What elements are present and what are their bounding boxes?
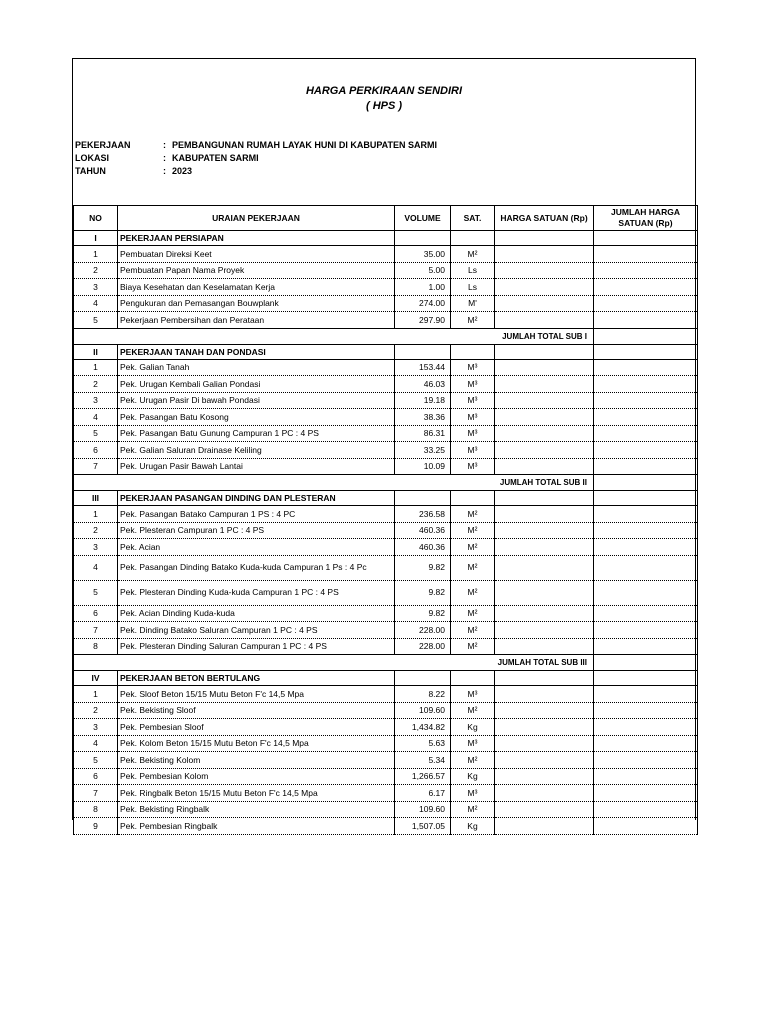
item-number: 4 [74,735,118,752]
item-harga-satuan [495,539,594,556]
table-row [74,605,698,622]
subtotal-row [74,328,698,344]
item-unit: M² [451,622,495,639]
item-unit: M² [451,555,495,580]
table-row [74,295,698,312]
item-harga-satuan [495,425,594,442]
item-description: Pek. Plesteran Dinding Kuda-kuda Campuran 1 PC : 4 PS [118,580,395,605]
empty-cell [594,231,698,246]
item-volume: 9.82 [395,605,451,622]
empty-cell [495,344,594,359]
item-unit: M³ [451,376,495,393]
item-description: Pek. Acian [118,539,395,556]
item-jumlah-harga [594,622,698,639]
item-jumlah-harga [594,785,698,802]
item-jumlah-harga [594,458,698,475]
item-description: Pek. Plesteran Dinding Saluran Campuran 1 PC : 4 PS [118,638,395,655]
item-harga-satuan [495,376,594,393]
item-volume: 19.18 [395,392,451,409]
item-volume: 460.36 [395,522,451,539]
item-unit: M² [451,605,495,622]
col-jumlah: JUMLAH HARGA SATUAN (Rp) [594,206,698,231]
item-unit: M² [451,246,495,263]
item-volume: 86.31 [395,425,451,442]
item-harga-satuan [495,506,594,523]
empty-cell [395,671,451,686]
item-description: Pek. Pasangan Batako Campuran 1 PS : 4 PC [118,506,395,523]
item-volume: 274.00 [395,295,451,312]
empty-cell [395,491,451,506]
item-number: 5 [74,312,118,329]
item-harga-satuan [495,801,594,818]
section-row [74,344,698,359]
empty-cell [395,231,451,246]
item-jumlah-harga [594,262,698,279]
item-unit: M³ [451,409,495,426]
meta-value: KABUPATEN SARMI [172,153,259,163]
meta-row-pekerjaan: PEKERJAAN : PEMBANGUNAN RUMAH LAYAK HUNI DI KABUPATEN SARMI [75,140,438,150]
table-header [74,206,698,231]
item-jumlah-harga [594,818,698,835]
item-description: Pek. Pembesian Ringbalk [118,818,395,835]
item-description: Pek. Galian Tanah [118,359,395,376]
table-body [74,231,698,835]
section-number: III [74,491,118,506]
item-description: Pembuatan Papan Nama Proyek [118,262,395,279]
table-row [74,246,698,263]
item-number: 1 [74,506,118,523]
item-volume: 5.34 [395,752,451,769]
item-number: 2 [74,702,118,719]
item-unit: Kg [451,818,495,835]
item-harga-satuan [495,702,594,719]
item-unit: Kg [451,719,495,736]
item-volume: 1,266.57 [395,768,451,785]
meta-value: 2023 [172,166,193,176]
document-subtitle: ( HPS ) [365,100,403,112]
item-harga-satuan [495,262,594,279]
item-number: 1 [74,686,118,703]
empty-cell [594,491,698,506]
meta-row-tahun: TAHUN : 2023 [75,166,193,176]
table-row [74,638,698,655]
section-row [74,491,698,506]
table-row [74,752,698,769]
item-harga-satuan [495,785,594,802]
item-volume: 228.00 [395,638,451,655]
item-description: Pek. Ringbalk Beton 15/15 Mutu Beton F'c 14,5 Mpa [118,785,395,802]
item-harga-satuan [495,638,594,655]
empty-cell [451,671,495,686]
meta-value: PEMBANGUNAN RUMAH LAYAK HUNI DI KABUPATEN SARMI [172,140,438,150]
item-volume: 5.00 [395,262,451,279]
subtotal-row [74,655,698,671]
subtotal-value [594,328,698,344]
table-row [74,392,698,409]
item-jumlah-harga [594,555,698,580]
item-jumlah-harga [594,425,698,442]
table-row [74,785,698,802]
item-volume: 153.44 [395,359,451,376]
item-description: Pekerjaan Pembersihan dan Perataan [118,312,395,329]
item-jumlah-harga [594,580,698,605]
meta-key: TAHUN [75,166,106,176]
section-number: I [74,231,118,246]
item-description: Pek. Urugan Kembali Galian Pondasi [118,376,395,393]
item-number: 2 [74,522,118,539]
item-harga-satuan [495,605,594,622]
section-title: PEKERJAAN TANAH DAN PONDASI [118,344,395,359]
empty-cell [495,231,594,246]
item-description: Pengukuran dan Pemasangan Bouwplank [118,295,395,312]
empty-cell [395,344,451,359]
item-jumlah-harga [594,768,698,785]
table-row [74,522,698,539]
item-unit: M² [451,801,495,818]
item-harga-satuan [495,409,594,426]
item-harga-satuan [495,818,594,835]
table-row [74,818,698,835]
item-harga-satuan [495,458,594,475]
col-volume: VOLUME [395,206,451,231]
item-number: 7 [74,622,118,639]
item-description: Pek. Urugan Pasir Bawah Lantai [118,458,395,475]
item-description: Pek. Galian Saluran Drainase Keliling [118,442,395,459]
item-jumlah-harga [594,376,698,393]
item-number: 6 [74,768,118,785]
item-unit: M² [451,638,495,655]
item-number: 7 [74,458,118,475]
item-description: Pembuatan Direksi Keet [118,246,395,263]
empty-cell [451,231,495,246]
item-unit: M³ [451,735,495,752]
meta-key: LOKASI [75,153,110,163]
item-harga-satuan [495,752,594,769]
item-volume: 236.58 [395,506,451,523]
item-number: 2 [74,376,118,393]
item-number: 1 [74,359,118,376]
item-harga-satuan [495,295,594,312]
item-harga-satuan [495,312,594,329]
item-unit: Ls [451,262,495,279]
table-row [74,686,698,703]
item-volume: 1,507.05 [395,818,451,835]
hps-table [73,205,698,835]
item-number: 8 [74,801,118,818]
item-number: 6 [74,442,118,459]
item-jumlah-harga [594,801,698,818]
item-unit: M³ [451,785,495,802]
subtotal-label: JUMLAH TOTAL SUB I [74,328,594,344]
table-row [74,580,698,605]
table-row [74,506,698,523]
item-jumlah-harga [594,605,698,622]
section-title: PEKERJAAN PERSIAPAN [118,231,395,246]
meta-row-lokasi: LOKASI : KABUPATEN SARMI [75,153,259,163]
subtotal-value [594,655,698,671]
item-number: 5 [74,752,118,769]
item-jumlah-harga [594,539,698,556]
item-description: Pek. Pasangan Batu Gunung Campuran 1 PC : 4 PS [118,425,395,442]
item-number: 5 [74,580,118,605]
item-jumlah-harga [594,719,698,736]
table-row [74,555,698,580]
item-volume: 1,434.82 [395,719,451,736]
item-description: Pek. Pasangan Dinding Batako Kuda-kuda Campuran 1 Ps : 4 Pc [118,555,395,580]
empty-cell [495,491,594,506]
item-description: Pek. Bekisting Ringbalk [118,801,395,818]
empty-cell [451,491,495,506]
item-jumlah-harga [594,409,698,426]
item-volume: 297.90 [395,312,451,329]
item-unit: Kg [451,768,495,785]
item-jumlah-harga [594,442,698,459]
col-sat: SAT. [451,206,495,231]
item-volume: 10.09 [395,458,451,475]
item-harga-satuan [495,735,594,752]
item-volume: 46.03 [395,376,451,393]
item-volume: 35.00 [395,246,451,263]
item-jumlah-harga [594,686,698,703]
table-row [74,376,698,393]
item-jumlah-harga [594,392,698,409]
item-volume: 8.22 [395,686,451,703]
item-number: 3 [74,719,118,736]
item-unit: M² [451,539,495,556]
table-row [74,425,698,442]
item-number: 4 [74,409,118,426]
item-number: 3 [74,279,118,296]
item-volume: 1.00 [395,279,451,296]
item-unit: M³ [451,442,495,459]
section-number: IV [74,671,118,686]
item-number: 7 [74,785,118,802]
item-unit: M' [451,295,495,312]
item-unit: M² [451,522,495,539]
item-volume: 38.36 [395,409,451,426]
item-volume: 9.82 [395,580,451,605]
table-row [74,442,698,459]
item-unit: M³ [451,425,495,442]
item-volume: 33.25 [395,442,451,459]
item-jumlah-harga [594,752,698,769]
item-number: 4 [74,295,118,312]
table-row [74,539,698,556]
item-unit: M² [451,752,495,769]
subtotal-row [74,475,698,491]
item-jumlah-harga [594,246,698,263]
item-harga-satuan [495,522,594,539]
item-unit: M² [451,506,495,523]
item-jumlah-harga [594,735,698,752]
item-volume: 9.82 [395,555,451,580]
item-jumlah-harga [594,279,698,296]
meta-key: PEKERJAAN [75,140,131,150]
subtotal-label: JUMLAH TOTAL SUB III [74,655,594,671]
section-title: PEKERJAAN PASANGAN DINDING DAN PLESTERAN [118,491,395,506]
item-description: Pek. Pembesian Kolom [118,768,395,785]
item-volume: 109.60 [395,801,451,818]
empty-cell [495,671,594,686]
item-description: Pek. Urugan Pasir Di bawah Pondasi [118,392,395,409]
item-harga-satuan [495,580,594,605]
item-harga-satuan [495,246,594,263]
section-row [74,231,698,246]
table-row [74,359,698,376]
item-description: Pek. Bekisting Sloof [118,702,395,719]
item-volume: 6.17 [395,785,451,802]
item-harga-satuan [495,555,594,580]
table-row [74,279,698,296]
item-harga-satuan [495,442,594,459]
item-description: Biaya Kesehatan dan Keselamatan Kerja [118,279,395,296]
item-jumlah-harga [594,702,698,719]
table-row [74,409,698,426]
item-unit: M² [451,580,495,605]
item-number: 4 [74,555,118,580]
item-jumlah-harga [594,506,698,523]
item-description: Pek. Kolom Beton 15/15 Mutu Beton F'c 14,5 Mpa [118,735,395,752]
subtotal-value [594,475,698,491]
item-number: 3 [74,539,118,556]
item-description: Pek. Pembesian Sloof [118,719,395,736]
table-row [74,262,698,279]
table-row [74,702,698,719]
item-unit: Ls [451,279,495,296]
col-no: NO [74,206,118,231]
table-row [74,768,698,785]
item-volume: 109.60 [395,702,451,719]
item-harga-satuan [495,686,594,703]
item-jumlah-harga [594,312,698,329]
item-volume: 5.63 [395,735,451,752]
table-row [74,312,698,329]
item-harga-satuan [495,768,594,785]
subtotal-label: JUMLAH TOTAL SUB II [74,475,594,491]
table-row [74,458,698,475]
item-description: Pek. Pasangan Batu Kosong [118,409,395,426]
item-jumlah-harga [594,638,698,655]
item-number: 5 [74,425,118,442]
item-number: 9 [74,818,118,835]
table-row [74,622,698,639]
section-number: II [74,344,118,359]
item-number: 3 [74,392,118,409]
item-unit: M³ [451,359,495,376]
item-number: 2 [74,262,118,279]
item-unit: M² [451,702,495,719]
empty-cell [594,344,698,359]
item-number: 1 [74,246,118,263]
item-description: Pek. Dinding Batako Saluran Campuran 1 PC : 4 PS [118,622,395,639]
item-volume: 460.36 [395,539,451,556]
item-harga-satuan [495,622,594,639]
item-unit: M³ [451,686,495,703]
item-jumlah-harga [594,522,698,539]
empty-cell [594,671,698,686]
item-harga-satuan [495,279,594,296]
empty-cell [451,344,495,359]
section-row [74,671,698,686]
item-description: Pek. Sloof Beton 15/15 Mutu Beton F'c 14,5 Mpa [118,686,395,703]
item-harga-satuan [495,392,594,409]
item-number: 6 [74,605,118,622]
hps-document [72,58,696,831]
item-unit: M³ [451,458,495,475]
item-number: 8 [74,638,118,655]
item-unit: M³ [451,392,495,409]
item-volume: 228.00 [395,622,451,639]
col-uraian: URAIAN PEKERJAAN [118,206,395,231]
table-row [74,801,698,818]
item-description: Pek. Bekisting Kolom [118,752,395,769]
item-jumlah-harga [594,359,698,376]
item-harga-satuan [495,359,594,376]
item-jumlah-harga [594,295,698,312]
item-description: Pek. Acian Dinding Kuda-kuda [118,605,395,622]
col-harga: HARGA SATUAN (Rp) [495,206,594,231]
section-title: PEKERJAAN BETON BERTULANG [118,671,395,686]
item-description: Pek. Plesteran Campuran 1 PC : 4 PS [118,522,395,539]
table-row [74,719,698,736]
item-harga-satuan [495,719,594,736]
document-title: HARGA PERKIRAAN SENDIRI [305,85,463,97]
item-unit: M² [451,312,495,329]
table-row [74,735,698,752]
